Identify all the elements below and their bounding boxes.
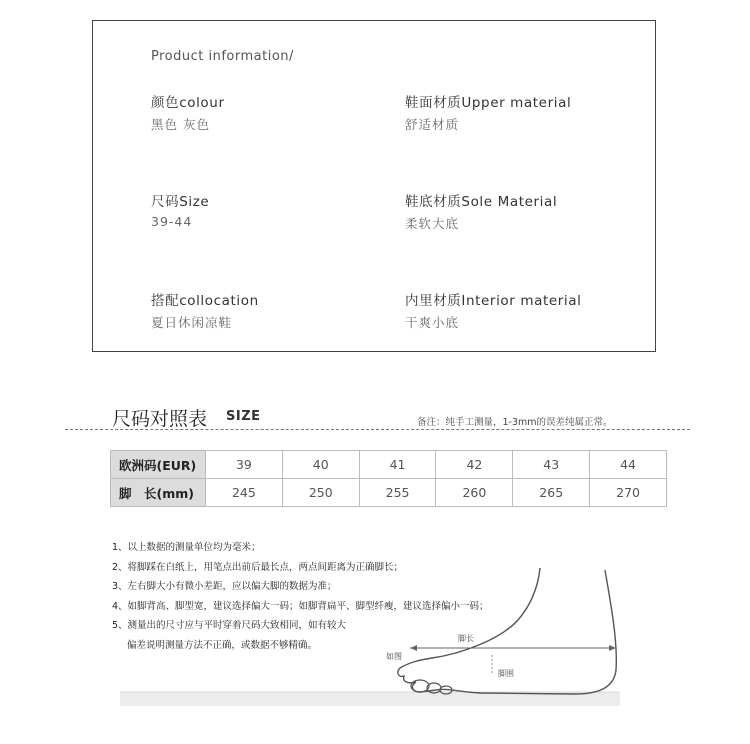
info-size <box>151 190 391 229</box>
product-info-box <box>92 20 656 352</box>
note-line-4: 4、如脚背高、脚型宽，建议选择偏大一码；如脚背扁平、脚型纤瘦，建议选择偏小一码； <box>112 600 489 612</box>
info-colour-value: 黑色 灰色 <box>151 117 210 132</box>
table-cell: 44 <box>590 451 667 479</box>
info-colour <box>151 91 391 133</box>
label-foot-circumference: 脚围 <box>498 669 514 678</box>
table-cell: 41 <box>359 451 436 479</box>
table-cell: 255 <box>359 479 436 507</box>
table-cell: 270 <box>590 479 667 507</box>
info-interior-material-value: 干爽小底 <box>405 315 460 330</box>
note-line-2: 2、将脚踩在白纸上，用笔点出前后最长点，两点间距离为正确脚长； <box>112 561 404 573</box>
table-cell: 42 <box>436 451 513 479</box>
table-cell: 250 <box>282 479 359 507</box>
table-cell: 260 <box>436 479 513 507</box>
size-table <box>110 450 667 507</box>
info-collocation <box>151 289 391 331</box>
info-collocation-label: 搭配collocation <box>151 293 259 309</box>
measurement-notes <box>112 538 552 655</box>
table-row-eur <box>111 451 667 479</box>
table-cell: 39 <box>206 451 283 479</box>
size-chart-title-en: SIZE <box>226 409 261 424</box>
info-interior-material <box>405 289 645 331</box>
row-head-foot-length: 脚 长(mm) <box>111 479 206 507</box>
size-chart-note: 备注：纯手工测量，1-3mm的误差纯属正常。 <box>417 417 613 428</box>
label-foot-length: 脚长 <box>458 634 474 643</box>
info-collocation-value: 夏日休闲凉鞋 <box>151 315 233 330</box>
info-size-value: 39-44 <box>151 214 193 229</box>
size-chart-title: 尺码对照表 <box>112 408 208 430</box>
table-cell: 265 <box>513 479 590 507</box>
note-line-3: 3、左右脚大小有微小差距，应以偏大脚的数据为准； <box>112 581 337 592</box>
info-upper-material <box>405 91 645 133</box>
info-upper-material-value: 舒适材质 <box>405 117 460 132</box>
note-line-1: 1、以上数据的测量单位均为毫米； <box>112 542 261 553</box>
note-line-6: 偏差说明测量方法不正确，或数据不够精确。 <box>127 639 318 651</box>
info-sole-material <box>405 190 645 232</box>
info-interior-material-label: 内里材质Interior material <box>405 293 582 309</box>
product-info-header: Product information/ <box>151 49 294 64</box>
table-row-foot-length <box>111 479 667 507</box>
table-cell: 43 <box>513 451 590 479</box>
label-example: 如图 <box>386 652 402 661</box>
info-sole-material-value: 柔软大底 <box>405 216 460 231</box>
table-cell: 40 <box>282 451 359 479</box>
info-upper-material-label: 鞋面材质Upper material <box>405 95 572 111</box>
info-sole-material-label: 鞋底材质Sole Material <box>405 194 558 210</box>
row-head-eur: 欧洲码(EUR) <box>111 451 206 479</box>
note-line-5: 5、测量出的尺寸应与平时穿着尺码大致相同，如有较大 <box>112 620 347 631</box>
info-size-label: 尺码Size <box>151 194 210 210</box>
toe-1 <box>411 680 429 692</box>
table-cell: 245 <box>206 479 283 507</box>
length-arrow-head-right <box>609 645 616 651</box>
section-divider <box>65 429 690 430</box>
info-colour-label: 颜色colour <box>151 95 225 111</box>
